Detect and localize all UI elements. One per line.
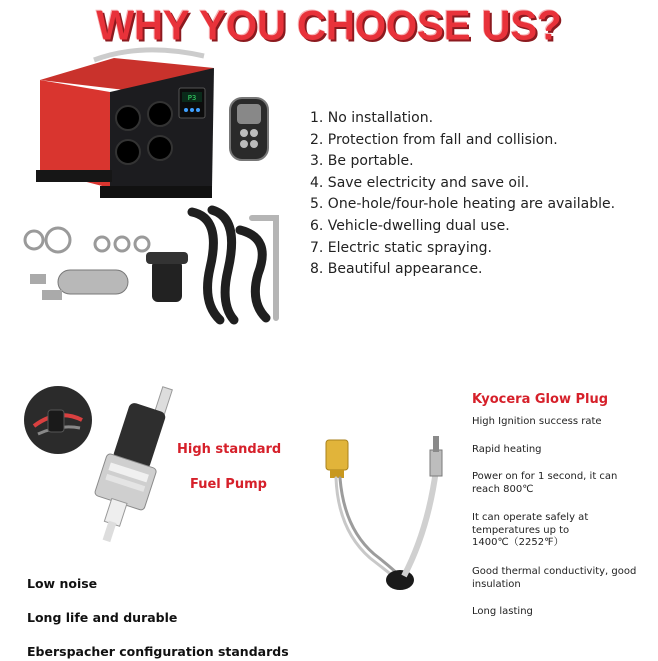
list-item: 4. Save electricity and save oil. xyxy=(310,174,530,191)
glow-plug-feature: Good thermal conductivity, good insulation xyxy=(472,566,637,590)
glow-plug-title: Kyocera Glow Plug xyxy=(472,392,609,407)
page-title: WHY YOU CHOOSE US? xyxy=(96,2,562,50)
list-item: 2. Protection from fall and collision. xyxy=(310,131,558,148)
pump-label-line1: High standard xyxy=(177,442,282,457)
heater-display-text: P3 xyxy=(187,94,197,102)
glow-plug-feature: High Ignition success rate xyxy=(472,416,602,427)
features-list xyxy=(310,108,650,281)
heater-product-image xyxy=(22,38,322,338)
hose-clamps-icon xyxy=(25,228,149,252)
list-item: 8. Beautiful appearance. xyxy=(310,261,483,278)
list-item: 3. Be portable. xyxy=(310,153,414,170)
air-filter-icon xyxy=(146,252,188,302)
remote-control-icon xyxy=(230,98,268,160)
hoses-icon xyxy=(192,210,266,320)
glow-plug-feature: Power on for 1 second, it can reach 800℃ xyxy=(472,471,618,495)
list-item: 5. One-hole/four-hole heating are available. xyxy=(310,196,616,213)
glow-plug-grommet-icon xyxy=(386,570,414,590)
glow-plug-feature: It can operate safely at temperatures up to 1400℃（2252℉） xyxy=(472,512,589,548)
heater-body xyxy=(36,50,214,198)
glow-plug-image xyxy=(318,430,468,600)
list-item: 1. No installation. xyxy=(310,110,434,126)
glow-plug-feature: Rapid heating xyxy=(472,444,542,455)
muffler-icon xyxy=(30,270,128,300)
glow-plug-element-icon xyxy=(404,436,442,576)
pump-feature-item: Eberspacher configuration standards xyxy=(27,644,289,659)
glow-plug-connector-icon xyxy=(326,440,348,478)
pump-feature-item: Low noise xyxy=(27,576,98,591)
list-item: 7. Electric static spraying. xyxy=(310,239,492,256)
glow-plug-wires-icon xyxy=(336,478,402,580)
glow-plug-feature: Long lasting xyxy=(472,606,533,617)
list-item: 6. Vehicle-dwelling dual use. xyxy=(310,217,510,234)
pump-body xyxy=(82,377,182,548)
fuel-pump-image xyxy=(18,368,188,548)
connector-detail-icon xyxy=(24,386,92,454)
pump-feature-item: Long life and durable xyxy=(27,610,178,625)
pump-label-line2: Fuel Pump xyxy=(190,477,267,492)
